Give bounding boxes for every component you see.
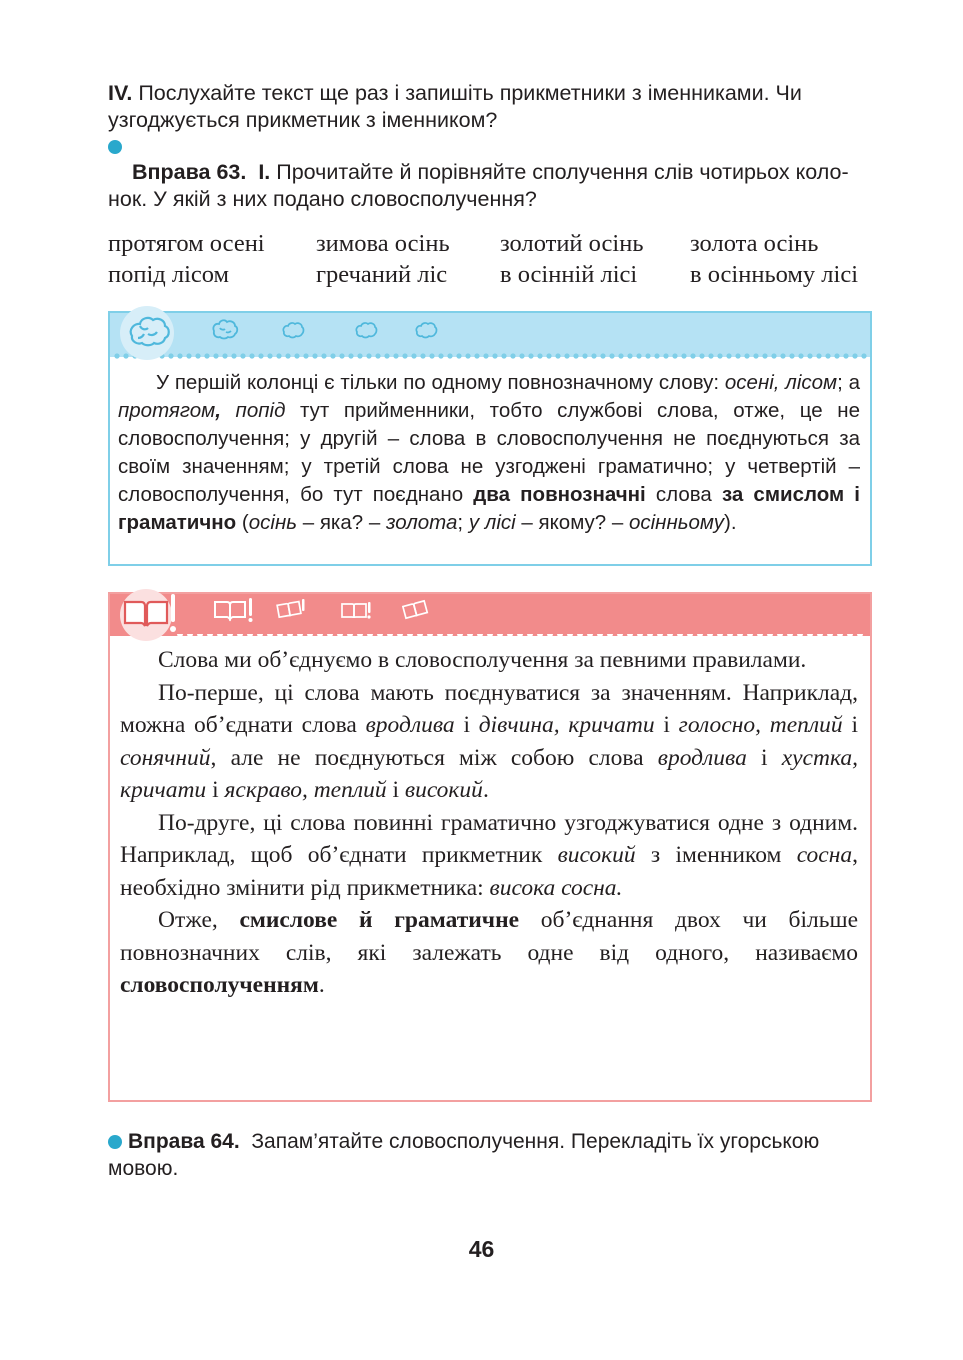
info-box (108, 311, 872, 566)
exercise-64-text: Запам’ятайте словосполучення. Перекладіть їх угорською мовою. (108, 1130, 820, 1180)
exercise-63-text-2: нок. У якій з них подано словосполучення? (108, 187, 537, 211)
page-number: 46 (468, 1236, 495, 1262)
open-book-icon (212, 596, 256, 624)
column-1-row-1: протягом осені (108, 230, 265, 257)
exercise-marker-icon (108, 140, 122, 154)
rule-box (108, 592, 872, 1102)
column-2-row-2: гречаний ліс (316, 261, 448, 288)
exercise-63 (108, 159, 872, 213)
rule-paragraph-1: Слова ми об’єднуємо в словосполучення за певними правилами. (158, 647, 807, 673)
word-columns (108, 228, 872, 292)
task-iv-label: IV. (108, 81, 133, 105)
exercise-64 (108, 1128, 878, 1182)
column-4-row-1: золота осінь (690, 230, 819, 257)
rule-paragraph-2: По-перше, ці слова мають поєднуватися за значенням. Наприклад, можна об’єднати слова вродлива і дівчина, кричати і голосно, теплий і сонячний, але не поєднуються між собою слова вродлива і хустка, кричати і яскраво, теплий і високий. (120, 679, 858, 803)
info-box-dotted-divider (114, 353, 870, 359)
brain-icon (414, 320, 440, 340)
column-1-row-2: попід лісом (108, 261, 230, 288)
rule-paragraph-3: По-друге, ці слова повинні граматично узгоджуватися одне з одним. Наприклад, щоб об’єднати прикметник високий з іменником сосна, необхідно змінити рід прикметника: висока сосна. (120, 809, 858, 901)
brain-icon (354, 320, 380, 340)
open-book-icon (276, 598, 306, 620)
open-book-icon (402, 598, 432, 620)
exercise-63-text-1: Прочитайте й порівняйте сполучення слів чотирьох коло- (276, 160, 849, 184)
brain-icon (281, 320, 307, 340)
column-3 (500, 228, 644, 290)
exercise-64-label: Вправа 64. (128, 1130, 240, 1153)
exercise-marker-icon (108, 1135, 122, 1149)
open-book-icon (116, 588, 180, 642)
column-4-row-2: в осінньому лісі (690, 261, 859, 288)
column-3-row-1: золотий осінь (500, 230, 644, 257)
column-3-row-2: в осінній лісі (500, 261, 638, 288)
exercise-63-part: І. (258, 160, 271, 184)
column-2-row-1: зимова осінь (316, 230, 450, 257)
brain-icon (118, 304, 176, 362)
task-iv-text: Послухайте текст ще раз і запишіть прикметники з іменниками. Чи узгоджується прикметник з іменником? (108, 81, 802, 132)
column-4 (690, 228, 858, 290)
rule-paragraph-4: Отже, смислове й граматичне об’єднання двох чи більше повнозначних слів, які залежать одне від одного, називаємо словосполученням. (120, 907, 858, 998)
exercise-63-label: Вправа 63. (132, 160, 247, 184)
column-1 (108, 228, 265, 290)
open-book-icon (340, 600, 372, 622)
brain-icon (210, 318, 240, 340)
task-iv (108, 80, 872, 134)
column-2 (316, 228, 450, 290)
rule-box-dotted-divider (110, 634, 870, 640)
info-box-text: У першій колонці є тільки по одному повнозначному слову: осені, лісом; а протягом, попід тут прийменники, тобто службові слова, отже, це не словосполучення; у другій – слова в словосполучення не поєднуються за своїм значенням; у третій слова не узгоджені граматично; у четвертій – словосполучення, бо тут поєднано два повнозначні слова за смислом і граматично (осінь – яка? – золота; у лісі – якому? – осінньому). (118, 371, 861, 534)
rule-box-text (120, 644, 858, 1002)
